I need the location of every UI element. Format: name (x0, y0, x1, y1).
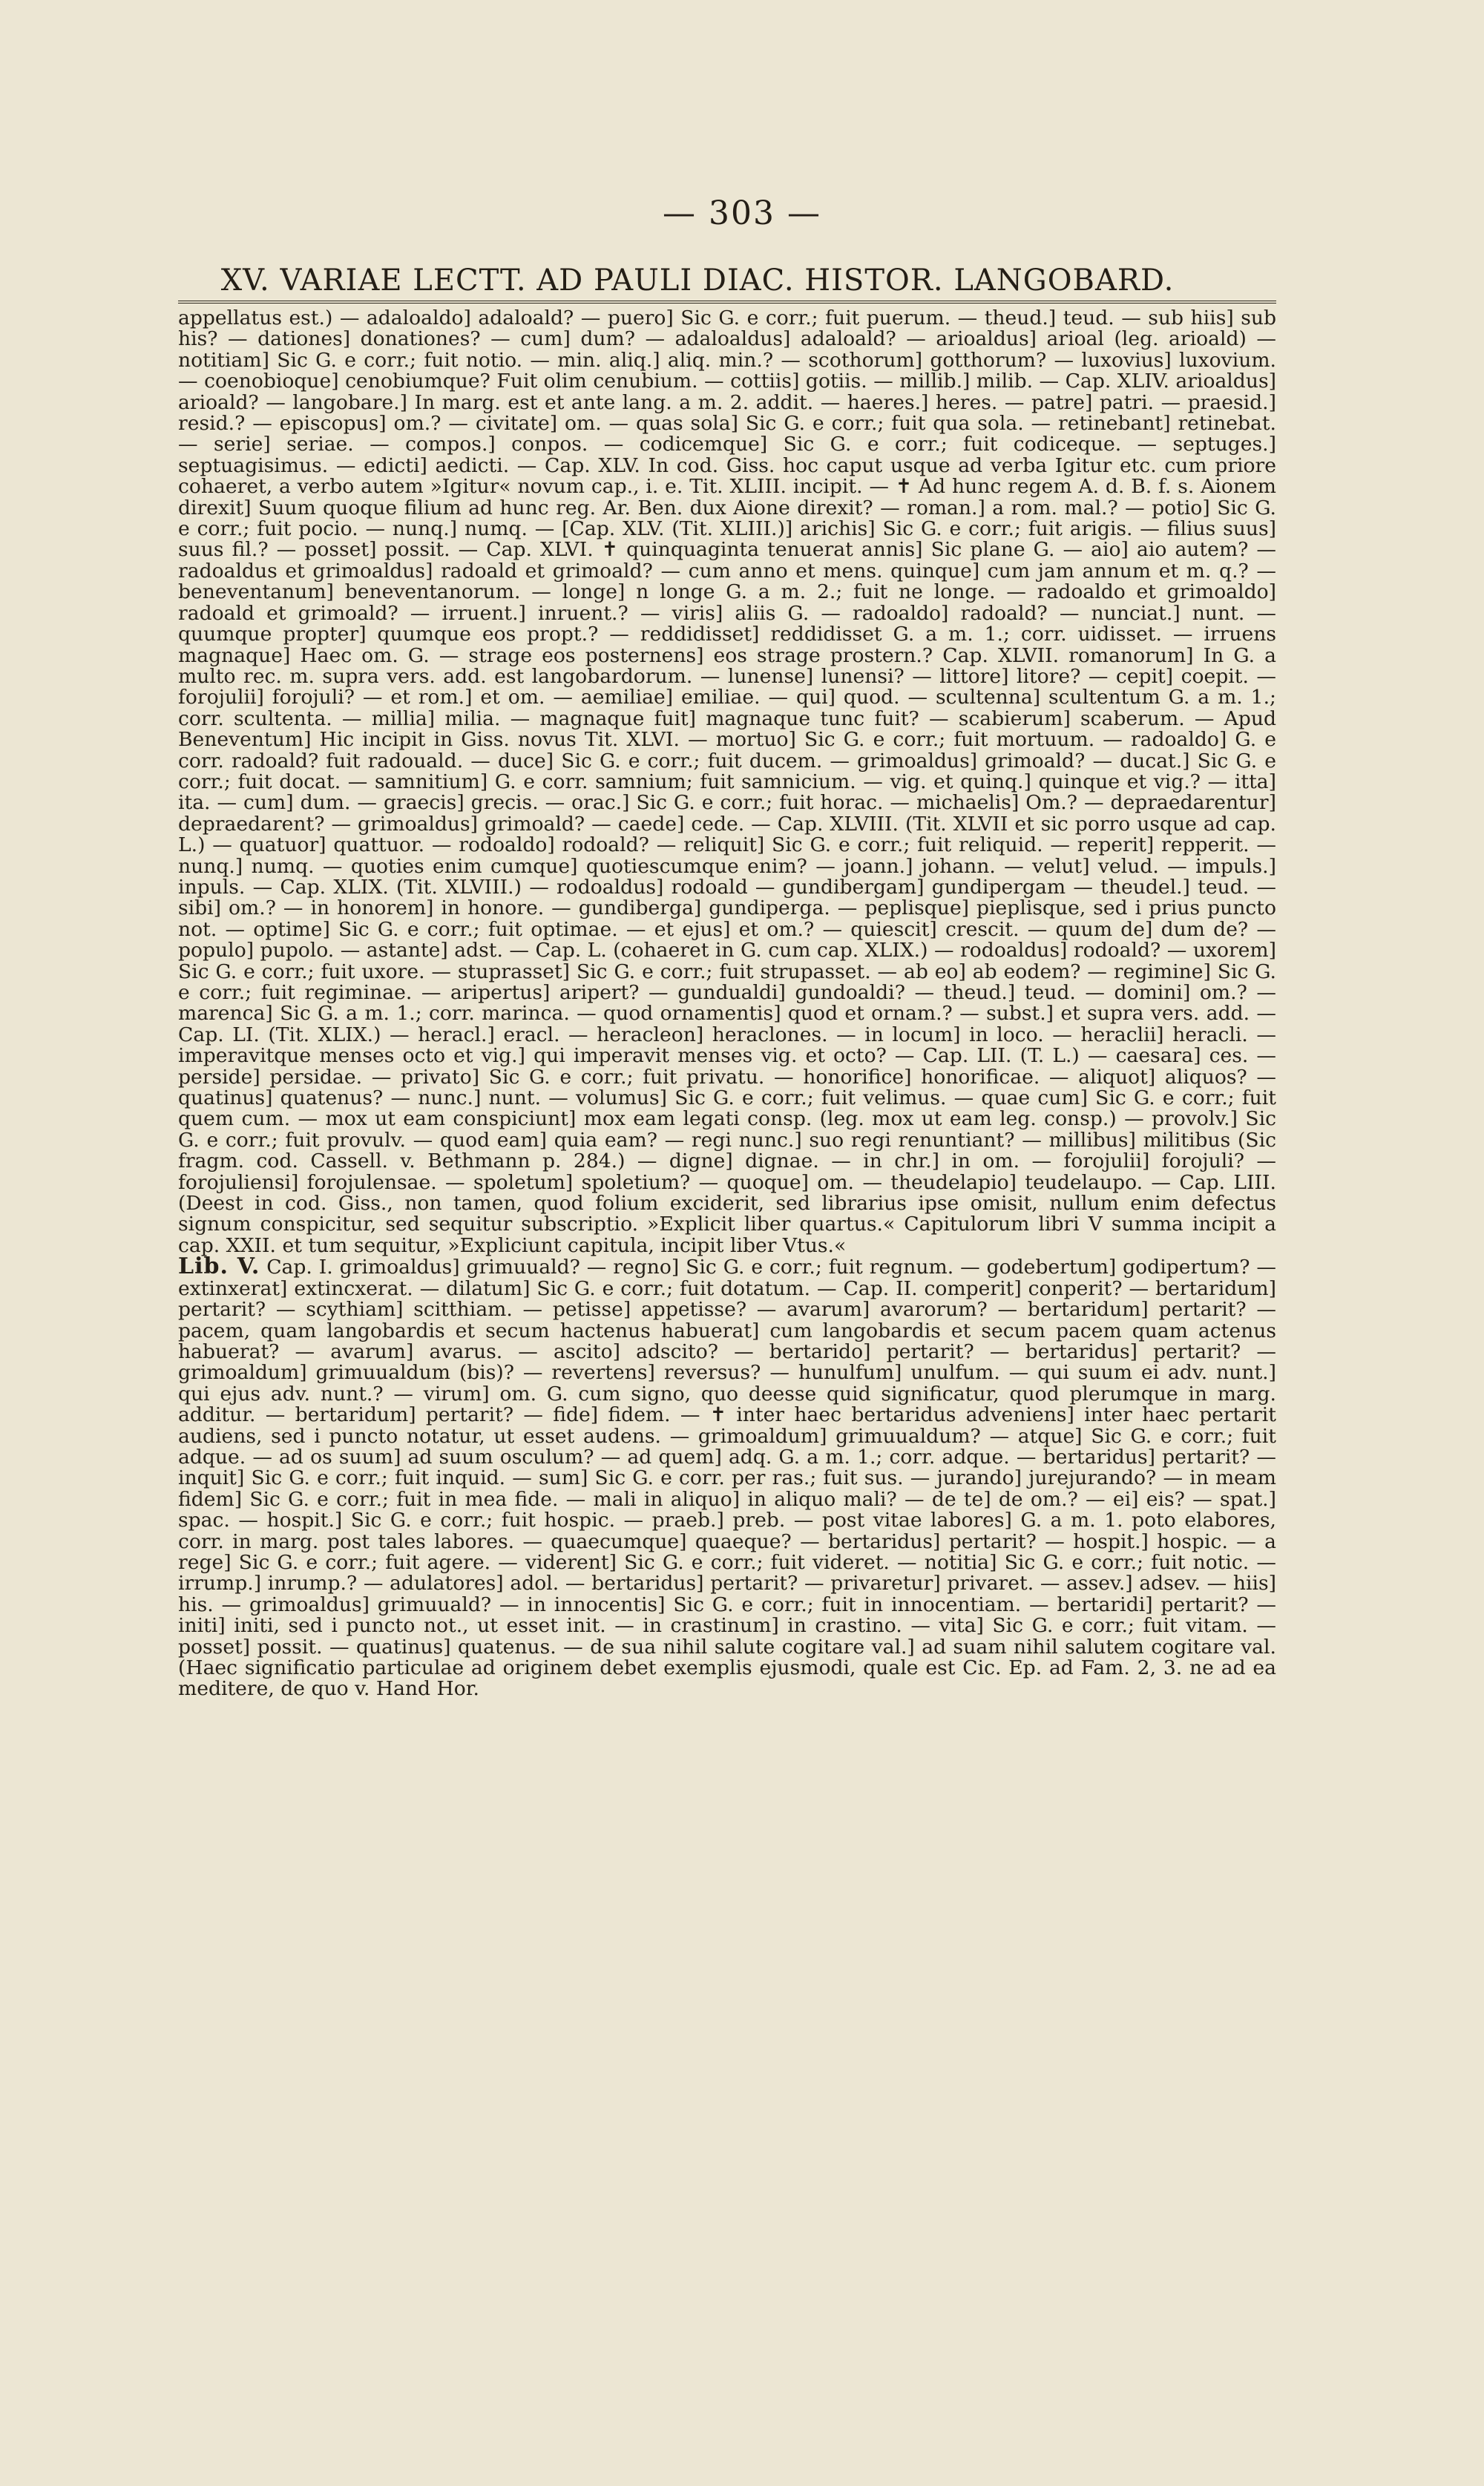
running-head: XV. VARIAE LECTT. AD PAULI DIAC. HISTOR. LANGOBARD. (220, 263, 1175, 298)
page-number: — 303 — (663, 194, 821, 232)
book-5-text: Cap. I. grimoaldus] grimuuald? — regno] Sic G. e corr.; fuit regnum. — godebertum] godipertum? — extinxerat] extincxerat. — dilatum] Sic G. e corr.; fuit dotatum. — Cap. II. comperit] conperit? — bertaridum] pertarit? — scythiam] scitthiam. — petisse] appetisse? — avarum] avarorum? — bertaridum] pertarit? — pacem, quam langobardis et secum hactenus habuerat] cum langobardis et secum pacem quam actenus habuerat? — avarum] avarus. — ascito] adscito? — bertarido] pertarit? — bertaridus] pertarit? — grimoaldum] grimuualdum (bis)? — revertens] reversus? — hunulfum] unulfum. — qui suum ei adv. nunt.] qui ejus adv. nunt.? — virum] om. G. cum signo, quo deesse quid significatur, quod plerumque in marg. additur. — bertaridum] pertarit? — fide] fidem. — ✝ inter haec bertaridus adveniens] inter haec pertarit audiens, sed i puncto notatur, ut esset audens. — grimoaldum] grimuualdum? — atque] Sic G. e corr.; fuit adque. — ad os suum] ad suum osculum? — ad quem] adq. G. a m. 1.; corr. adque. — bertaridus] pertarit? — inquit] Sic G. e corr.; fuit inquid. — sum] Sic G. e corr. per ras.; fuit sus. — jurando] jurejurando? — in meam fidem] Sic G. e corr.; fuit in mea fide. — mali in aliquo] in aliquo mali? — de te] de om.? — ei] eis? — spat.] spac. — hospit.] Sic G. e corr.; fuit hospic. — praeb.] preb. — post vitae labores] G. a m. 1. poto elabores, corr. in marg. post tales labores. — quaecumque] quaeque? — bertaridus] pertarit? — hospit.] hospic. — a rege] Sic G. e corr.; fuit agere. — viderent] Sic G. e corr.; fuit videret. — notitia] Sic G. e corr.; fuit notic. — irrump.] inrump.? — adulatores] adol. — bertaridus] pertarit? — privaretur] privaret. — assev.] adsev. — hiis] his. — grimoaldus] grimuuald? — in innocentis] Sic G. e corr.; fuit in innocentiam. — bertaridi] pertarit? — initi] initi, sed i puncto not., ut esset init. — in crastinum] in crastino. — vita] Sic G. e corr.; fuit vitam. — posset] possit. — quatinus] quatenus. — de sua nihil salute cogitare val.] ad suam nihil salutem cogitare val. (Haec significatio particulae ad originem debet exemplis ejusmodi, quale est Cic. Ep. ad Fam. 2, 3. ne ad ea meditere, de quo v. Hand Hor. (178, 1256, 1276, 1701)
book-label: Lib. V. (178, 1253, 260, 1280)
body-text (178, 308, 1276, 1700)
variant-readings-book-4: appellatus est.) — adaloaldo] adaloald? — puero] Sic G. e corr.; fuit puerum. — theud.] teud. — sub hiis] sub his? — dationes] donationes? — cum] dum? — adaloaldus] adaloald? — arioaldus] arioal (leg. arioald) — notitiam] Sic G. e corr.; fuit notio. — min. aliq.] aliq. min.? — scothorum] gotthorum? — luxovius] luxovium. — coenobioque] cenobiumque? Fuit olim cenubium. — cottiis] gotiis. — millib.] milib. — Cap. XLIV. arioaldus] arioald? — langobare.] In marg. est et ante lang. a m. 2. addit. — haeres.] heres. — patre] patri. — praesid.] resid.? — episcopus] om.? — civitate] om. — quas sola] Sic G. e corr.; fuit qua sola. — retinebant] retinebat. — serie] seriae. — compos.] conpos. — codicemque] Sic G. e corr.; fuit codiceque. — septuges.] septuagisimus. — edicti] aedicti. — Cap. XLV. In cod. Giss. hoc caput usque ad verba Igitur etc. cum priore cohaeret, a verbo autem »Igitur« novum cap., i. e. Tit. XLIII. incipit. — ✝ Ad hunc regem A. d. B. f. s. Aionem direxit] Suum quoque filium ad hunc reg. Ar. Ben. dux Aione direxit? — roman.] a rom. mal.? — potio] Sic G. e corr.; fuit pocio. — nunq.] numq. — [Cap. XLV. (Tit. XLIII.)] arichis] Sic G. e corr.; fuit arigis. — filius suus] suus fil.? — posset] possit. — Cap. XLVI. ✝ quinquaginta tenuerat annis] Sic plane G. — aio] aio autem? — radoaldus et grimoaldus] radoald et grimoald? — cum anno et mens. quinque] cum jam annum et m. q.? — beneventanum] beneventanorum. — longe] n longe G. a m. 2.; fuit ne longe. — radoaldo et grimoaldo] radoald et grimoald? — irruent.] inruent.? — viris] aliis G. — radoaldo] radoald? — nunciat.] nunt. — quumque propter] quumque eos propt.? — reddidisset] reddidisset G. a m. 1.; corr. uidisset. — irruens magnaque] Haec om. G. — strage eos posternens] eos strage prostern.? Cap. XLVII. romanorum] In G. a multo rec. m. supra vers. add. est langobardorum. — lunense] lunensi? — littore] litore? — cepit] coepit. — forojulii] forojuli? — et rom.] et om. — aemiliae] emiliae. — qui] quod. — scultenna] scultentum G. a m. 1.; corr. scultenta. — millia] milia. — magnaque fuit] magnaque tunc fuit? — scabierum] scaberum. — Apud Beneventum] Hic incipit in Giss. novus Tit. XLVI. — mortuo] Sic G. e corr.; fuit mortuum. — radoaldo] G. e corr. radoald? fuit radouald. — duce] Sic G. e corr.; fuit ducem. — grimoaldus] grimoald? — ducat.] Sic G. e corr.; fuit docat. — samnitium] G. e corr. samnium; fuit samnicium. — vig. et quinq.] quinque et vig.? — itta] ita. — cum] dum. — graecis] grecis. — orac.] Sic G. e corr.; fuit horac. — michaelis] Om.? — depraedarentur] depraedarent? — grimoaldus] grimoald? — caede] cede. — Cap. XLVIII. (Tit. XLVII et sic porro usque ad cap. L.) — quatuor] quattuor. — rodoaldo] rodoald? — reliquit] Sic G. e corr.; fuit reliquid. — reperit] repperit. — nunq.] numq. — quoties enim cumque] quotiescumque enim? — joann.] johann. — velut] velud. — impuls.] inpuls. — Cap. XLIX. (Tit. XLVIII.) — rodoaldus] rodoald — gundibergam] gundipergam — theudel.] teud. — sibi] om.? — in honorem] in honore. — gundiberga] gundiperga. — peplisque] pieplisque, sed i prius puncto not. — optime] Sic G. e corr.; fuit optimae. — et ejus] et om.? — quiescit] crescit. — quum de] dum de? — populo] pupolo. — astante] adst. — Cap. L. (cohaeret in G. cum cap. XLIX.) — rodoaldus] rodoald? — uxorem] Sic G. e corr.; fuit uxore. — stuprasset] Sic G. e corr.; fuit strupasset. — ab eo] ab eodem? — regimine] Sic G. e corr.; fuit regiminae. — aripertus] aripert? — gundualdi] gundoaldi? — theud.] teud. — domini] om.? — marenca] Sic G. a m. 1.; corr. marinca. — quod ornamentis] quod et ornam.? — subst.] et supra vers. add. — Cap. LI. (Tit. XLIX.) — heracl.] eracl. — heracleon] heraclones. — in locum] in loco. — heraclii] heracli. — imperavitque menses octo et vig.] qui imperavit menses vig. et octo? — Cap. LII. (T. L.) — caesara] ces. — perside] persidae. — privato] Sic G. e corr.; fuit privatu. — honorifice] honorificae. — aliquot] aliquos? — quatinus] quatenus? — nunc.] nunt. — volumus] Sic G. e corr.; fuit velimus. — quae cum] Sic G. e corr.; fuit quem cum. — mox ut eam conspiciunt] mox eam legati consp. (leg. mox ut eam leg. consp.) — provolv.] Sic G. e corr.; fuit provulv. — quod eam] quia eam? — regi nunc.] suo regi renuntiant? — millibus] militibus (Sic fragm. cod. Cassell. v. Bethmann p. 284.) — digne] dignae. — in chr.] in om. — forojulii] forojuli? — forojuliensi] forojulensae. — spoletum] spoletium? — quoque] om. — theudelapio] teudelaupo. — Cap. LIII. (Deest in cod. Giss., non tamen, quod folium exciderit, sed librarius ipse omisit, nullum enim defectus signum conspicitur, sed sequitur subscriptio. »Explicit liber quartus.« Capitulorum libri V summa incipit a cap. XXII. et tum sequitur, »Expliciunt capitula, incipit liber Vtus.« (178, 306, 1276, 1257)
header-rule (178, 301, 1276, 304)
variant-readings-book-5 (178, 1253, 1276, 1701)
